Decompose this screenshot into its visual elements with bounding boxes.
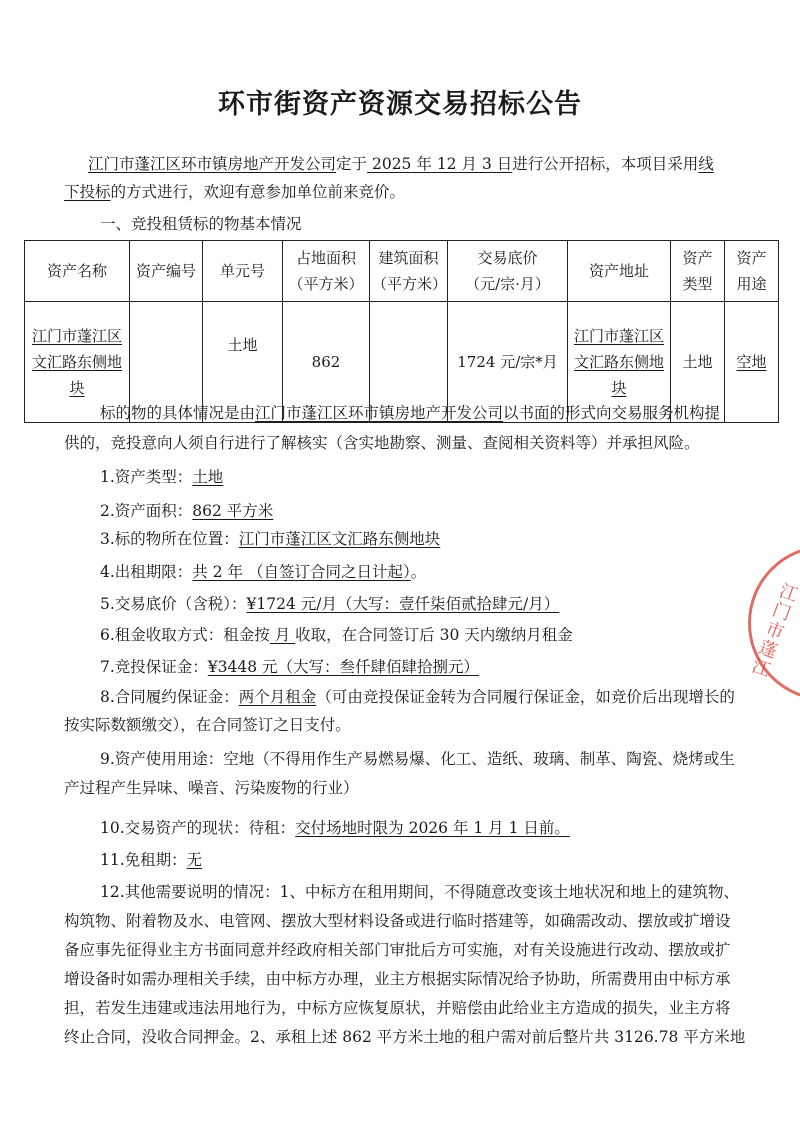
intro-day: 3 bbox=[481, 155, 492, 173]
para1-org: 江门市蓬江区环市镇房地产开发公司 bbox=[255, 404, 504, 422]
intro-text1: 进行公开招标，本项目采用 bbox=[512, 155, 699, 173]
cell-land-area: 862 bbox=[283, 302, 370, 423]
item-10: 10.交易资产的现状：待租：交付场地时限为 2026 年 1 月 1 日前。 bbox=[100, 819, 570, 837]
intro-text2: 的方式进行，欢迎有意参加单位前来竞价。 bbox=[110, 183, 406, 201]
intro-line-2 bbox=[64, 181, 405, 203]
header-unit-no: 单元号 bbox=[203, 241, 283, 302]
header-land-area: 占地面积 （平方米） bbox=[283, 241, 370, 302]
intro-month: 12 bbox=[436, 155, 457, 173]
cell-unit-no: 土地 bbox=[203, 302, 283, 423]
intro-nian: 年 bbox=[416, 155, 432, 173]
cell-address: 江门市蓬江区 文汇路东侧地 块 bbox=[568, 302, 671, 423]
cell-use: 空地 bbox=[725, 302, 779, 423]
header-use: 资产 用途 bbox=[725, 241, 779, 302]
item-12-line-1: 12.其他需要说明的情况：1、中标方在租用期间，不得随意改变该土地状况和地上的建筑物、 bbox=[100, 883, 740, 901]
item-3: 3.标的物所在位置：江门市蓬江区文汇路东侧地块 bbox=[100, 530, 441, 548]
intro-method2: 下投标 bbox=[64, 183, 111, 201]
intro-method1: 线 bbox=[698, 155, 714, 173]
intro-org: 江门市蓬江区环市镇房地产开发公司 bbox=[88, 155, 337, 173]
cell-asset-name: 江门市蓬江区 文汇路东侧地 块 bbox=[25, 302, 130, 423]
para1-line-1 bbox=[100, 402, 720, 424]
item-12-line-5: 担，若发生违建或违法用地行为，中标方应恢复原状，并赔偿由此给业主方造成的损失，业主方将 bbox=[64, 999, 731, 1017]
item-8: 8.合同履约保证金：两个月租金（可由竞投保证金转为合同履行保证金，如竞价后出现增长的 bbox=[100, 688, 735, 706]
item-11: 11.免租期：无 bbox=[100, 851, 203, 869]
item-12-line-4: 增设备时如需办理相关手续，由中标方办理，业主方根据实际情况给予协助，所需费用由中标方承 bbox=[64, 970, 731, 988]
item-2: 2.资产面积：862 平方米 bbox=[100, 502, 274, 520]
table-header-row bbox=[25, 241, 779, 302]
cell-price: 1724 元/宗*月 bbox=[448, 302, 568, 423]
header-price: 交易底价 （元/宗·月） bbox=[448, 241, 568, 302]
item-12-line-2: 构筑物、附着物及水、电管网、摆放大型材料设备或进行临时搭建等，如确需改动、摆放或扩增设 bbox=[64, 912, 731, 930]
intro-year: 2025 bbox=[371, 155, 412, 173]
item-1: 1.资产类型：土地 bbox=[100, 468, 224, 486]
intro-line-1 bbox=[88, 153, 714, 175]
intro-yue: 月 bbox=[461, 155, 477, 173]
page-title: 环市街资产资源交易招标公告 bbox=[218, 89, 582, 120]
cell-type: 土地 bbox=[671, 302, 725, 423]
item-6: 6.租金收取方式：租金按 月 收取，在合同签订后 30 天内缴纳月租金 bbox=[100, 626, 573, 644]
para1-a: 标的物的具体情况是由 bbox=[100, 404, 256, 422]
item-7: 7.竞投保证金：¥3448 元（大写：叁仟肆佰肆拾捌元） bbox=[100, 658, 480, 676]
section-heading-1: 一、竞投租赁标的物基本情况 bbox=[100, 215, 302, 233]
item-12-line-3: 备应事先征得业主方书面同意并经政府相关部门审批后方可实施，对有关设施进行改动、摆放或扩 bbox=[64, 941, 731, 959]
header-asset-code: 资产编号 bbox=[130, 241, 203, 302]
para1-line-2: 供的，竞投意向人须自行进行了解核实（含实地勘察、测量、查阅相关资料等）并承担风险。 bbox=[64, 434, 700, 452]
item-9: 9.资产使用用途：空地（不得用作生产易燃易爆、化工、造纸、玻璃、制革、陶瓷、烧烤或生 bbox=[100, 750, 735, 768]
para1-b: 以书面的形式向交易服务机构提 bbox=[503, 404, 721, 422]
item-4: 4.出租期限：共 2 年 （自签订合同之日计起）。 bbox=[100, 563, 427, 581]
item-9-line-2: 产过程产生异味、噪音、污染废物的行业） bbox=[64, 779, 359, 797]
item-8-line-2: 按实际数额缴交），在合同签订之日支付。 bbox=[64, 716, 351, 734]
intro-ri: 日 bbox=[496, 155, 513, 173]
header-build-area: 建筑面积 （平方米） bbox=[370, 241, 448, 302]
header-address: 资产地址 bbox=[568, 241, 671, 302]
item-5: 5.交易底价（含税）：¥1724 元/月（大写：壹仟柒佰贰拾肆元/月） bbox=[100, 595, 560, 613]
intro-date bbox=[367, 155, 512, 173]
official-seal-text: 江门市蓬江 bbox=[746, 579, 800, 681]
header-asset-name: 资产名称 bbox=[25, 241, 130, 302]
header-type: 资产 类型 bbox=[671, 241, 725, 302]
intro-fixed: 定于 bbox=[336, 155, 368, 173]
item-12-line-6: 终止合同，没收合同押金。2、承租上述 862 平方米土地的租户需对前后整片共 3126.78 平方米地 bbox=[64, 1028, 746, 1046]
asset-table bbox=[24, 240, 779, 423]
